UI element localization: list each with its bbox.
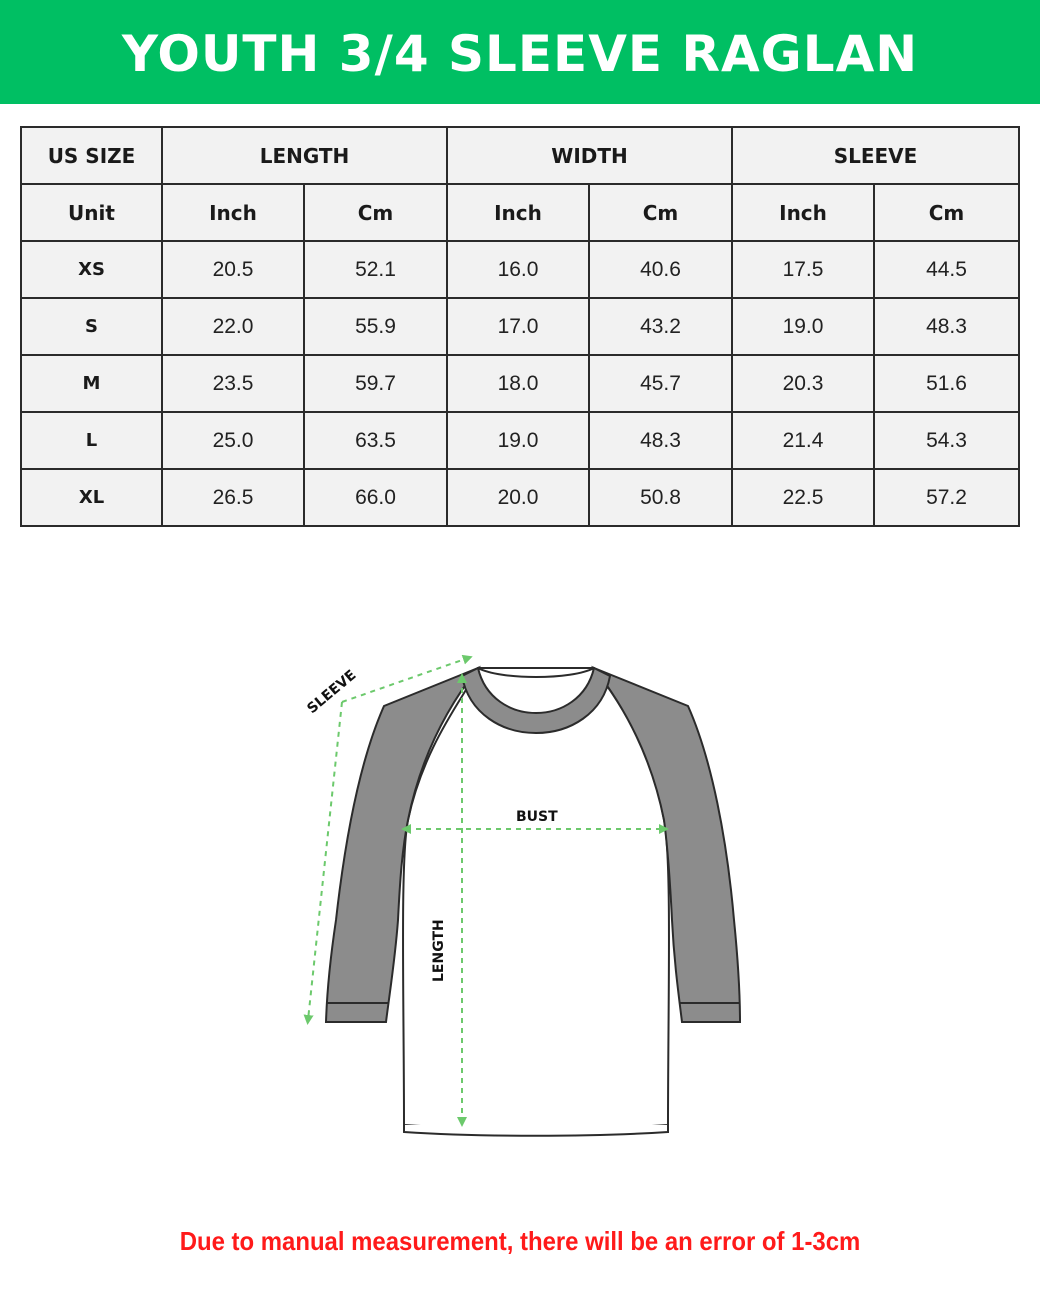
unit-row (21, 184, 1019, 241)
unit-width-cm: Cm (589, 184, 732, 241)
sleeve-inch-cell: 21.4 (732, 412, 874, 469)
length-inch-cell: 23.5 (162, 355, 304, 412)
unit-sleeve-inch: Inch (732, 184, 874, 241)
sleeve-cm-cell: 51.6 (874, 355, 1019, 412)
bust-label: BUST (516, 809, 558, 825)
width-cm-cell: 45.7 (589, 355, 732, 412)
sleeve-inch-cell: 17.5 (732, 241, 874, 298)
size-cell: L (21, 412, 162, 469)
table-row (21, 469, 1019, 526)
unit-length-inch: Inch (162, 184, 304, 241)
sleeve-cm-cell: 57.2 (874, 469, 1019, 526)
header-length: LENGTH (162, 127, 447, 184)
sleeve-label: SLEEVE (304, 667, 360, 718)
width-cm-cell: 40.6 (589, 241, 732, 298)
length-cm-cell: 66.0 (304, 469, 447, 526)
title-banner (0, 0, 1040, 104)
size-chart-table (20, 126, 1020, 527)
length-cm-cell: 59.7 (304, 355, 447, 412)
table-row (21, 241, 1019, 298)
length-inch-cell: 20.5 (162, 241, 304, 298)
table-row (21, 355, 1019, 412)
length-cm-cell: 63.5 (304, 412, 447, 469)
sleeve-inch-cell: 22.5 (732, 469, 874, 526)
width-cm-cell: 50.8 (589, 469, 732, 526)
unit-label: Unit (21, 184, 162, 241)
width-cm-cell: 43.2 (589, 298, 732, 355)
length-inch-cell: 22.0 (162, 298, 304, 355)
width-inch-cell: 20.0 (447, 469, 589, 526)
sleeve-inch-cell: 19.0 (732, 298, 874, 355)
length-label: LENGTH (431, 919, 447, 982)
table-header-row (21, 127, 1019, 184)
width-inch-cell: 18.0 (447, 355, 589, 412)
unit-length-cm: Cm (304, 184, 447, 241)
sleeve-cm-cell: 44.5 (874, 241, 1019, 298)
length-cm-cell: 55.9 (304, 298, 447, 355)
width-inch-cell: 16.0 (447, 241, 589, 298)
width-inch-cell: 17.0 (447, 298, 589, 355)
sleeve-cm-cell: 48.3 (874, 298, 1019, 355)
size-cell: S (21, 298, 162, 355)
header-sleeve: SLEEVE (732, 127, 1019, 184)
width-inch-cell: 19.0 (447, 412, 589, 469)
page-title: YOUTH 3/4 SLEEVE RAGLAN (121, 25, 919, 83)
measurement-note: Due to manual measurement, there will be an error of 1-3cm (179, 1226, 861, 1256)
size-cell: M (21, 355, 162, 412)
length-inch-cell: 26.5 (162, 469, 304, 526)
shirt-body (403, 668, 669, 1129)
unit-sleeve-cm: Cm (874, 184, 1019, 241)
sleeve-inch-cell: 20.3 (732, 355, 874, 412)
size-cell: XS (21, 241, 162, 298)
shirt-hem (404, 1125, 668, 1136)
header-us-size: US SIZE (21, 127, 162, 184)
length-cm-cell: 52.1 (304, 241, 447, 298)
header-width: WIDTH (447, 127, 732, 184)
size-cell: XL (21, 469, 162, 526)
width-cm-cell: 48.3 (589, 412, 732, 469)
table-row (21, 412, 1019, 469)
sleeve-cm-cell: 54.3 (874, 412, 1019, 469)
length-inch-cell: 25.0 (162, 412, 304, 469)
raglan-shirt-diagram (0, 560, 1040, 1200)
unit-width-inch: Inch (447, 184, 589, 241)
table-row (21, 298, 1019, 355)
